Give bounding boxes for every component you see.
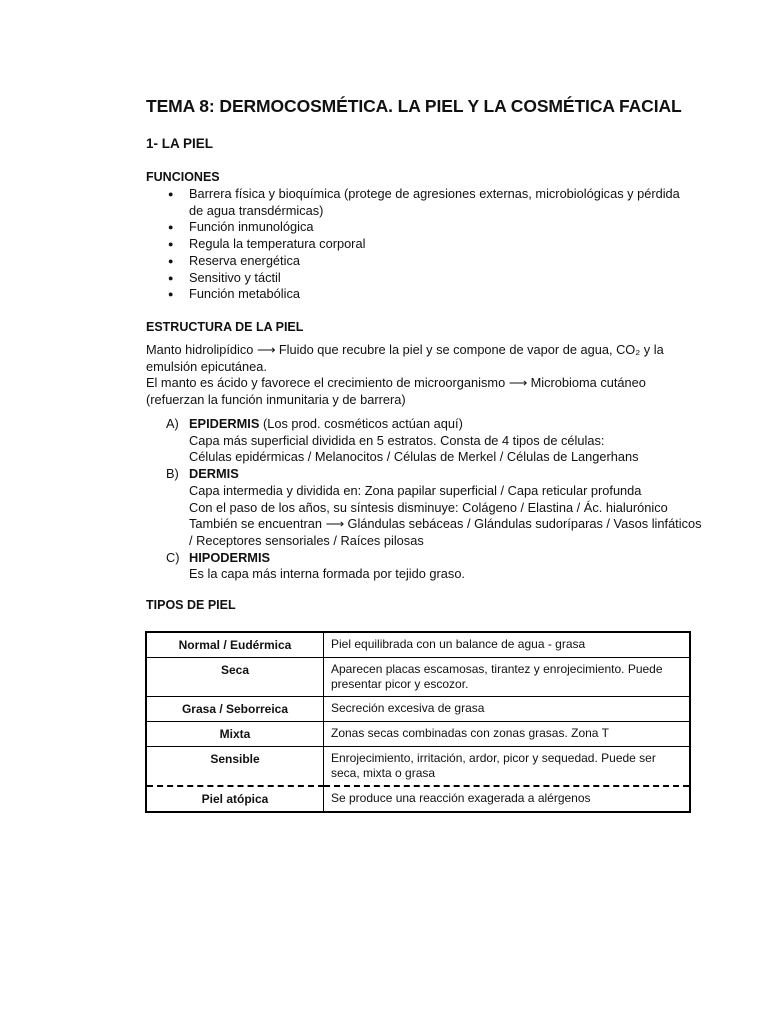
tipos-heading: TIPOS DE PIEL [146, 598, 236, 612]
estructura-heading: ESTRUCTURA DE LA PIEL [146, 320, 304, 334]
table-row [146, 786, 690, 812]
layer-line: Es la capa más interna formada por tejido graso. [189, 566, 465, 582]
list-item: ● Reserva energética [168, 253, 688, 270]
skin-type-cell: Normal / Eudérmica [146, 632, 324, 658]
list-item: ● Función metabólica [168, 286, 688, 303]
funciones-heading: FUNCIONES [146, 170, 220, 184]
table-row [146, 632, 690, 658]
table-row [146, 697, 690, 722]
layer-hipodermis [166, 550, 706, 583]
list-item: ● Regula la temperatura corporal [168, 236, 688, 253]
layer-line: Capa más superficial dividida en 5 estratos. Consta de 4 tipos de células: [189, 432, 605, 448]
skin-type-cell: Mixta [146, 722, 324, 747]
manto-paragraph: Manto hidrolipídico ⟶ Fluido que recubre la piel y se compone de vapor de agua, CO₂ y la emulsión epicutánea. [146, 342, 664, 374]
skin-type-cell: Seca [146, 658, 324, 697]
list-item: ● Función inmunológica [168, 219, 688, 236]
skin-desc-cell: Secreción excesiva de grasa [324, 697, 691, 722]
layer-name: HIPODERMIS [189, 549, 271, 565]
skin-type-cell: Grasa / Seborreica [146, 697, 324, 722]
skin-layers [166, 416, 706, 583]
layer-marker: A) [166, 416, 179, 431]
microbioma-paragraph: El manto es ácido y favorece el crecimiento de microorganismo ⟶ Microbioma cutáneo (refuerzan la función inmunitaria y de barrera) [146, 375, 646, 408]
skin-type-cell: Piel atópica [146, 786, 324, 812]
skin-desc-cell: Aparecen placas escamosas, tirantez y enrojecimiento. Puede presentar picor y escozor. [324, 658, 691, 697]
section-heading-la-piel: 1- LA PIEL [146, 136, 214, 151]
funciones-list [168, 186, 688, 303]
table-row [146, 747, 690, 787]
layer-epidermis [166, 416, 706, 466]
skin-desc-cell: Zonas secas combinadas con zonas grasas. Zona T [324, 722, 691, 747]
list-item: ● Sensitivo y táctil [168, 270, 688, 287]
layer-line: También se encuentran ⟶ Glándulas sebáceas / Glándulas sudoríparas / Vasos linfáticos / Receptores sensoriales / Raíces pilosas [189, 516, 702, 548]
list-item: ● Barrera física y bioquímica (protege de agresiones externas, microbiológicas y pérdida de agua transdérmicas) [168, 186, 688, 219]
layer-line: Capa intermedia y dividida en: Zona papilar superficial / Capa reticular profunda [189, 482, 642, 498]
layer-note: (Los prod. cosméticos actúan aquí) [259, 416, 463, 431]
layer-name: EPIDERMIS [189, 416, 260, 431]
table-row [146, 722, 690, 747]
layer-line: Células epidérmicas / Melanocitos / Células de Merkel / Células de Langerhans [189, 449, 639, 465]
skin-desc-cell: Piel equilibrada con un balance de agua - grasa [324, 632, 691, 658]
estructura-text [146, 342, 706, 409]
skin-types-table [145, 631, 691, 813]
document-title: TEMA 8: DERMOCOSMÉTICA. LA PIEL Y LA COSMÉTICA FACIAL [146, 96, 682, 116]
table-row [146, 658, 690, 697]
layer-dermis [166, 466, 706, 550]
skin-desc-cell: Se produce una reacción exagerada a alérgenos [324, 786, 691, 812]
skin-type-cell: Sensible [146, 747, 324, 787]
layer-marker: C) [166, 549, 180, 565]
layer-line: Con el paso de los años, su síntesis disminuye: Colágeno / Elastina / Ác. hialurónico [189, 499, 668, 515]
layer-marker: B) [166, 466, 179, 482]
layer-name: DERMIS [189, 466, 239, 482]
skin-desc-cell: Enrojecimiento, irritación, ardor, picor y sequedad. Puede ser seca, mixta o grasa [324, 747, 691, 787]
